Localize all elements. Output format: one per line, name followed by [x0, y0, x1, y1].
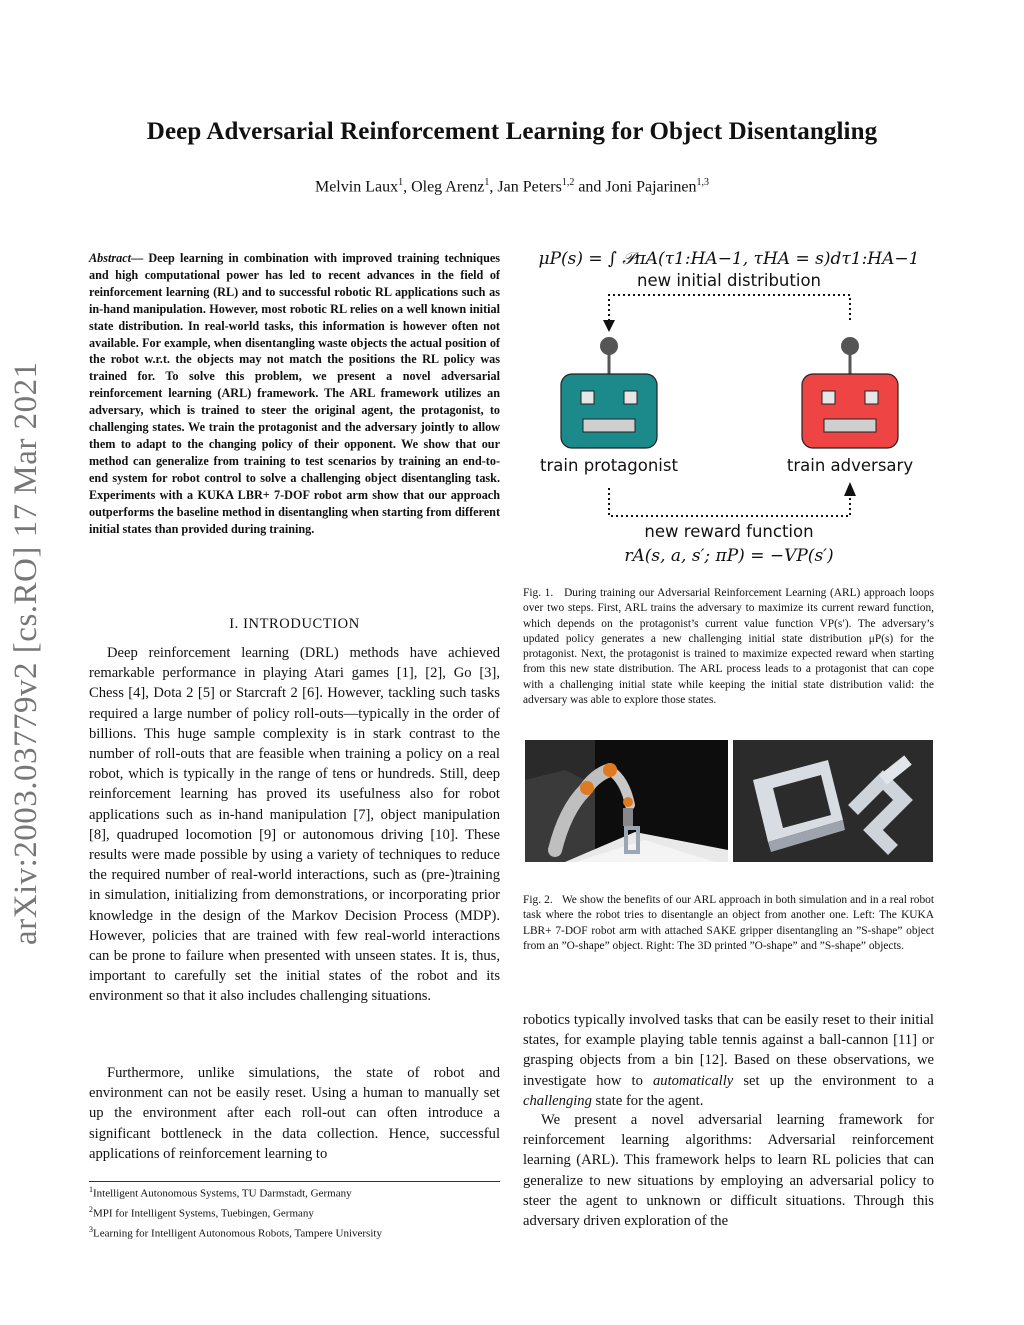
top-connector-line [609, 295, 850, 322]
body-text: set up the environment to a [733, 1072, 934, 1089]
section-heading: I. INTRODUCTION [229, 616, 360, 632]
o-s-shape-objects-photo [733, 740, 933, 862]
author-name: Oleg Arenz [411, 178, 485, 196]
author-name: Melvin Laux [314, 178, 399, 196]
paper-title: Deep Adversarial Reinforcement Learning for Object Disentangling [146, 118, 878, 145]
author-affiliation: 1 [398, 177, 404, 188]
author-affiliation: 1 [484, 177, 490, 188]
footnote-number: 3 [89, 1225, 93, 1235]
footnote [89, 1202, 500, 1222]
caption-label: Fig. 1. [523, 587, 554, 599]
abstract-label: Abstract [89, 251, 131, 265]
author-separator: and [574, 178, 606, 196]
author-name: Joni Pajarinen [605, 178, 697, 196]
author-separator: , [489, 178, 498, 196]
down-arrow-icon [603, 320, 615, 332]
figure-1-caption [523, 586, 934, 708]
footnote-text: Intelligent Autonomous Systems, TU Darmstadt, Germany [93, 1187, 352, 1200]
abstract-text: — Deep learning in combination with improved training techniques and high computational power has led to recent advances in the field of reinforcement learning (RL) and to successful robotic RL applications such as in-hand manipulation. However, most robotic RL relies on a well known initial state distribution. In real-world tasks, this information is however often not available. For example, when disentangling waste objects the actual position of the robot w.r.t. the objects may not match the positions the RL policy was trained for. To solve this problem, we present a novel adversarial reinforcement learning (ARL) framework. The ARL framework utilizes an adversary, which is trained to steer the original agent, the protagonist, to challenging states. We train the protagonist and the adversary jointly to allow them to adapt to the changing policy of their opponent. We show that our method can generalize from training to test scenarios by training an end-to-end system for robot control to solve a challenging object disentangling task. Experiments with a KUKA LBR+ 7-DOF robot arm show that our approach outperforms the baseline method in disentangling when starting from different initial states than provided during training. [89, 251, 500, 536]
author-list [0, 177, 1024, 196]
abstract [89, 250, 500, 537]
body-paragraph-right-2: We present a novel adversarial learning framework for reinforcement learning algorithms: Adversarial reinforcement learning (ARL). This framework helps to learn RL policies that can generalize to new situations by employing an adversarial policy to steer the agent to unknown or difficult situations. Through this adversary driven exploration of the [523, 1112, 934, 1230]
author-separator: , [403, 178, 412, 196]
protagonist-robot-icon [561, 337, 657, 448]
bottom-connector-line [609, 488, 850, 516]
intro-paragraph-1: Deep reinforcement learning (DRL) methods have achieved remarkable performance in playing Atari games [1], [2], Go [3], Chess [4], Dota 2 [5] or Starcraft 2 [6]. However, tackling such tasks required a large number of policy roll-outs—typically in the order of billions. This huge sample complexity is in stark contrast to the number of roll-outs that are feasible when training a policy on a real robot, which is typically in the range of tens or hundreds. Still, deep reinforcement learning has proved its usefulness also for robot applications such as in-hand manipulation [7], object manipulation [8], quadruped locomotion [9] or autonomous driving [10]. These results were made possible by using a variety of techniques to reduce the required number of real-world interactions, such as (pre-)training in simulation, initializing from demonstrations, or incorporating prior knowledge in the design of the Markov Decision Process (MDP). However, policies that are trained with few real-world interactions can be prone to failure when presented with unseen states. It is, thus, important to carefully set the initial states of the robot and its environment so that it also includes challenging situations. [89, 645, 500, 1005]
train-protagonist-label: train protagonist [540, 456, 678, 475]
initial-distribution-formula: μP(s) = ∫ 𝒫πA(τ1:HA−1, τHA = s)dτ1:HA−1 [538, 249, 920, 269]
up-arrow-icon [844, 482, 856, 496]
footnote-number: 2 [89, 1205, 93, 1215]
footnote-number: 1 [89, 1185, 93, 1194]
author-name: Jan Peters [497, 178, 562, 196]
robot-arm-photo [525, 740, 728, 862]
author-affiliation: 1,2 [561, 177, 575, 188]
body-paragraph-right-1 [523, 1010, 934, 1111]
figure-1-diagram [523, 240, 934, 570]
body-text: state for the agent. [591, 1092, 704, 1109]
arxiv-identifier: arXiv:2003.03779v2 [cs.RO] 17 Mar 2021 [8, 361, 44, 945]
new-initial-distribution-label: new initial distribution [637, 271, 821, 290]
footnote-text: MPI for Intelligent Systems, Tuebingen, Germany [93, 1207, 314, 1220]
footnote [89, 1182, 500, 1202]
adversary-robot-icon [802, 337, 898, 448]
caption-label: Fig. 2. [523, 894, 553, 906]
emphasis-text: challenging [523, 1092, 592, 1109]
author-affiliation: 1,3 [696, 177, 710, 188]
figure-2-caption [523, 893, 934, 954]
caption-text: We show the benefits of our ARL approach in both simulation and in a real robot task where the robot tries to disentangle an object from another one. Left: The KUKA LBR+ 7-DOF robot arm with attached SAKE gripper disentangling an ”S-shape” object from an ”O-shape” object. Right: The 3D printed ”O-shape” and ”S-shape” objects. [523, 894, 935, 952]
train-adversary-label: train adversary [786, 456, 914, 475]
footnote-text: Learning for Intelligent Autonomous Robots, Tampere University [93, 1227, 382, 1240]
footnote [89, 1222, 500, 1242]
intro-paragraph-2: Furthermore, unlike simulations, the state of robot and environment can not be easily reset. Using a human to manually set up the environment after each roll-out can often introduce a significant bottleneck in the data collection. Hence, successful applications of reinforcement learning to [89, 1065, 500, 1162]
body-text: robotics typically involved tasks that can be easily reset to their initial states, for example playing table tennis against a ball-cannon [11] or grasping objects from a bin [12]. Based on these observations, we investigate how to [523, 1012, 934, 1089]
footnotes [89, 1181, 500, 1242]
reward-function-formula: rA(s, a, s′; πP) = −VP(s′) [624, 546, 834, 566]
caption-text: During training our Adversarial Reinforcement Learning (ARL) approach loops over two steps. First, ARL trains the adversary to maximize its current reward function, which depends on the protagonist’s current value function VP(s′). The adversary’s updated policy generates a new challenging initial state distribution μP(s) for the protagonist. Next, the protagonist is trained to maximize expected reward when starting from this new state distribution. The ARL process leads to a protagonist that can cope with a challenging initial state while keeping the initial state distribution valid: the adversary was able to explore those states. [523, 587, 934, 707]
emphasis-text: automatically [652, 1072, 734, 1089]
new-reward-function-label: new reward function [644, 522, 814, 541]
